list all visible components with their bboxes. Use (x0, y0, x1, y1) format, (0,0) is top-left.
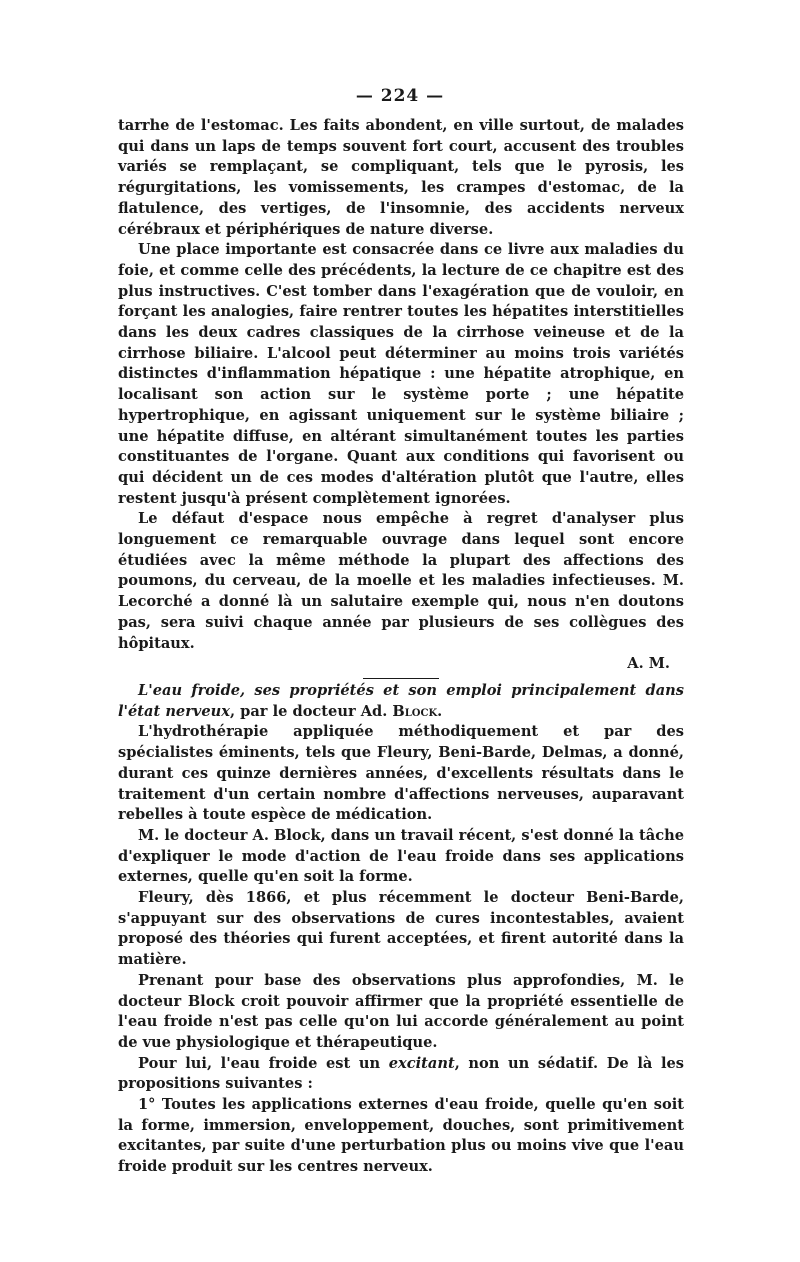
review-byline: , par le docteur Ad. (229, 702, 393, 720)
review-heading (118, 681, 684, 722)
page-number: — 224 — (355, 86, 445, 106)
review-title: L'eau froide, ses propriétés et son emploi principalement dans l'état nerveux (118, 681, 684, 720)
text-run: Pour lui, l'eau froide est un (138, 1054, 389, 1072)
review-author: Block (392, 702, 438, 720)
paragraph: L'hydrothérapie appliquée méthodiquement et par des spécialistes éminents, tels que Fleury, Beni-Barde, Delmas, a donné, durant ces quinze dernières années, d'excellents résultats dans le traitement d'un certain nombre d'affections nerveuses, auparavant rebelles à toute espèce de médication. (118, 723, 684, 824)
paragraph: Prenant pour base des observations plus approfondies, M. le docteur Block croit pouvoir affirmer que la propriété essentielle de l'eau froide n'est pas celle qu'on lui accorde généralement au point de vue physiologique et thérapeutique. (118, 971, 684, 1051)
paragraph: Le défaut d'espace nous empêche à regret d'analyser plus longuement ce remarquable ouvrage dans lequel sont encore étudiées avec la même méthode la plupart des affections des poumons, du cerveau, de la moelle et les maladies infectieuses. M. Lecorché a donné là un salutaire exemple qui, nous n'en doutons pas, sera suivi chaque année par plusieurs de ses collègues des hôpitaux. (118, 510, 684, 652)
paragraph: Une place importante est consacrée dans ce livre aux maladies du foie, et comme celle des précédents, la lecture de ce chapitre est des plus instructives. C'est tomber dans l'exagération que de vouloir, en forçant les analogies, faire rentrer toutes les hépatites interstitielles dans les deux cadres classiques de la cirrhose veineuse et de la cirrhose biliaire. L'alcool peut déterminer au moins trois variétés distinctes d'inflammation hépatique : une hépatite atrophique, en localisant son action sur le système porte ; une hépatite hypertrophique, en agissant uniquement sur le système biliaire ; une hépatite diffuse, en altérant simultanément toutes les parties constituantes de l'organe. Quant aux conditions qui favorisent ou qui décident un de ces modes d'altération plutôt que l'autre, elles restent jusqu'à présent complètement ignorées. (118, 241, 684, 507)
list-item: 1° Toutes les applications externes d'eau froide, quelle qu'en soit la forme, immersion, enveloppement, douches, sont primitivement excitantes, par suite d'une perturbation plus ou moins vive que l'eau froide produit sur les centres nerveux. (118, 1096, 684, 1176)
page-body (118, 116, 684, 1178)
review-author-end: . (437, 702, 443, 720)
text-run: , non un sédatif. De là les propositions suivantes : (118, 1054, 684, 1093)
section-divider (363, 678, 439, 679)
emphasis: excitant (388, 1054, 455, 1072)
paragraph-continued: tarrhe de l'estomac. Les faits abondent, en ville surtout, de malades qui dans un laps de temps souvent fort court, accusent des troubles variés se remplaçant, se compliquant, tels que le pyrosis, les régurgitations, les vomissements, les crampes d'estomac, de la flatulence, des vertiges, de l'insomnie, des accidents nerveux cérébraux et périphériques de nature diverse. (118, 117, 684, 238)
signature: A. M. (627, 655, 670, 673)
paragraph: Fleury, dès 1866, et plus récemment le docteur Beni-Barde, s'appuyant sur des observations de cures incontestables, avaient proposé des théories qui furent acceptées, et firent autorité dans la matière. (118, 889, 684, 969)
paragraph: M. le docteur A. Block, dans un travail récent, s'est donné la tâche d'expliquer le mode d'action de l'eau froide dans ses applications externes, quelle qu'en soit la forme. (118, 826, 684, 886)
paragraph (118, 1054, 684, 1095)
